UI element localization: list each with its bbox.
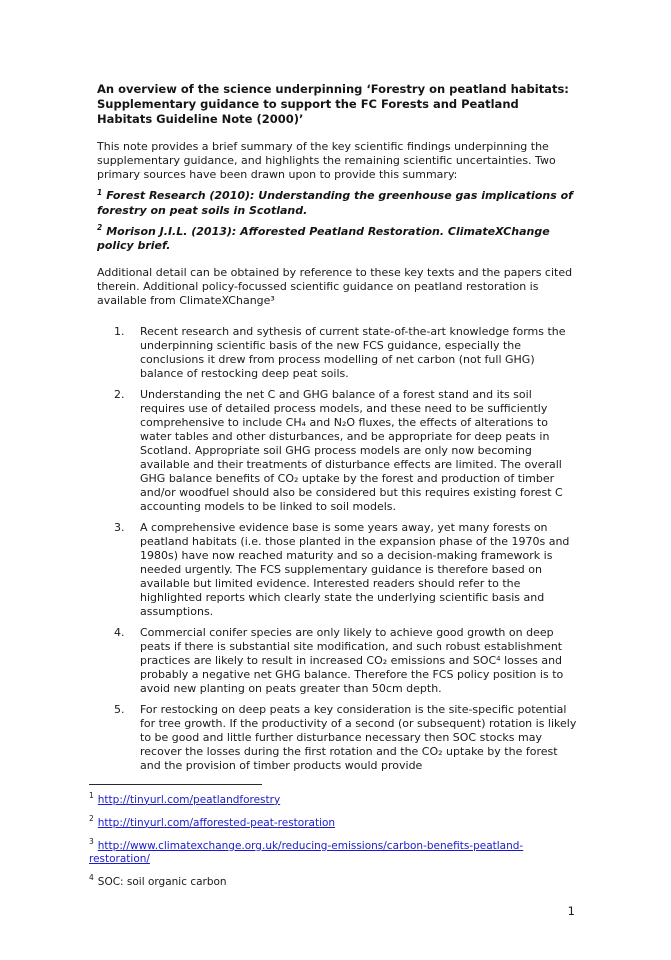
source-text-1: Forest Research (2010): Understanding the greenhouse gas implications of forestry on peat soils in Scotland. <box>97 189 573 217</box>
footnote-link-2[interactable]: http://tinyurl.com/afforested-peat-restoration <box>97 816 336 829</box>
numbered-list <box>97 325 577 773</box>
list-item-number: 3. <box>114 520 125 534</box>
intro-paragraph: This note provides a brief summary of the key scientific findings underpinning the supplementary guidance, and highlights the remaining scientific uncertainties. Two primary sources have been drawn upon to provide this summary: <box>97 140 556 182</box>
list-item <box>97 626 577 696</box>
list-item <box>97 325 577 381</box>
footnote-link-3[interactable]: http://www.climatexchange.org.uk/reducing-emissions/carbon-benefits-peatland-restoration/ <box>89 839 524 865</box>
list-item-text: Understanding the net C and GHG balance of a forest stand and its soil requires use of detailed process models, and these need to be sufficiently comprehensive to include CH₄ and N₂O fluxes, the effects of alterations to water tables and other disturbances, and be appropriate for deep peats in Scotland. Appropriate soil GHG process models are only now becoming available and their treatments of disturbance effects are limited. The overall GHG balance benefits of CO₂ uptake by the forest and production of timber and/or woodfuel should also be considered but this requires existing forest C accounting models to be linked to soil models. <box>140 387 563 513</box>
footnote-marker-1: 1 <box>89 791 94 801</box>
footnote-link-1[interactable]: http://tinyurl.com/peatlandforestry <box>97 793 281 806</box>
list-item-number: 4. <box>114 625 125 639</box>
footnote-1 <box>89 791 581 807</box>
footnote-2 <box>89 814 581 830</box>
footnote-marker-3: 3 <box>89 837 94 847</box>
footnote-text-4: SOC: soil organic carbon <box>97 875 227 888</box>
additional-paragraph: Additional detail can be obtained by reference to these key texts and the papers cited therein. Additional policy-focussed scientific guidance on peatland restoration is available from ClimateXChange³ <box>97 265 573 307</box>
footnote-4 <box>89 873 581 889</box>
list-item-text: A comprehensive evidence base is some years away, yet many forests on peatland habitats (i.e. those planted in the expansion phase of the 1970s and 1980s) have now reached maturity and so a decision-making framework is needed urgently. The FCS supplementary guidance is therefore based on available but limited evidence. Interested readers should refer to the highlighted reports which clearly state the underlying scientific basis and assumptions. <box>140 520 570 618</box>
list-item-text: For restocking on deep peats a key consideration is the site-specific potential for tree growth. If the productivity of a second (or subsequent) rotation is likely to be good and little further disturbance necessary then SOC stocks may recover the losses during the first rotation and the CO₂ uptake by the forest and the provision of timber products would provide <box>140 702 577 772</box>
footnote-3 <box>89 837 581 866</box>
list-item-number: 2. <box>114 387 125 401</box>
list-item <box>97 703 577 773</box>
list-item <box>97 388 577 514</box>
document-title: An overview of the science underpinning ‘Forestry on peatland habitats: Supplementary guidance to support the FC Forests and Peatland Habitats Guideline Note (2000)’ <box>97 82 569 126</box>
page-number: 1 <box>567 904 575 918</box>
footnote-marker-2: 2 <box>89 814 94 824</box>
list-item-text: Commercial conifer species are only likely to achieve good growth on deep peats if there is substantial site modification, and such robust establishment practices are likely to result in increased CO₂ emissions and SOC⁴ losses and probably a negative net GHG balance. Therefore the FCS policy position is to avoid new planting on peats greater than 50cm depth. <box>140 625 564 695</box>
source-marker-2: 2 <box>97 222 103 232</box>
footnote-marker-4: 4 <box>89 873 94 883</box>
list-item <box>97 521 577 619</box>
footnotes-section <box>89 784 577 889</box>
list-item-number: 5. <box>114 702 125 716</box>
source-reference-1 <box>97 189 577 218</box>
list-item-text: Recent research and sythesis of current state-of-the-art knowledge forms the underpinning scientific basis of the new FCS guidance, especially the conclusions it drew from process modelling of net carbon (not full GHG) balance of restocking deep peat soils. <box>140 324 566 380</box>
source-marker-1: 1 <box>97 187 103 197</box>
footnote-separator <box>89 784 262 785</box>
source-reference-2 <box>97 222 577 254</box>
list-item-number: 1. <box>114 324 125 338</box>
source-text-2: Morison J.I.L. (2013): Afforested Peatland Restoration. ClimateXChange policy brief. <box>97 224 550 253</box>
